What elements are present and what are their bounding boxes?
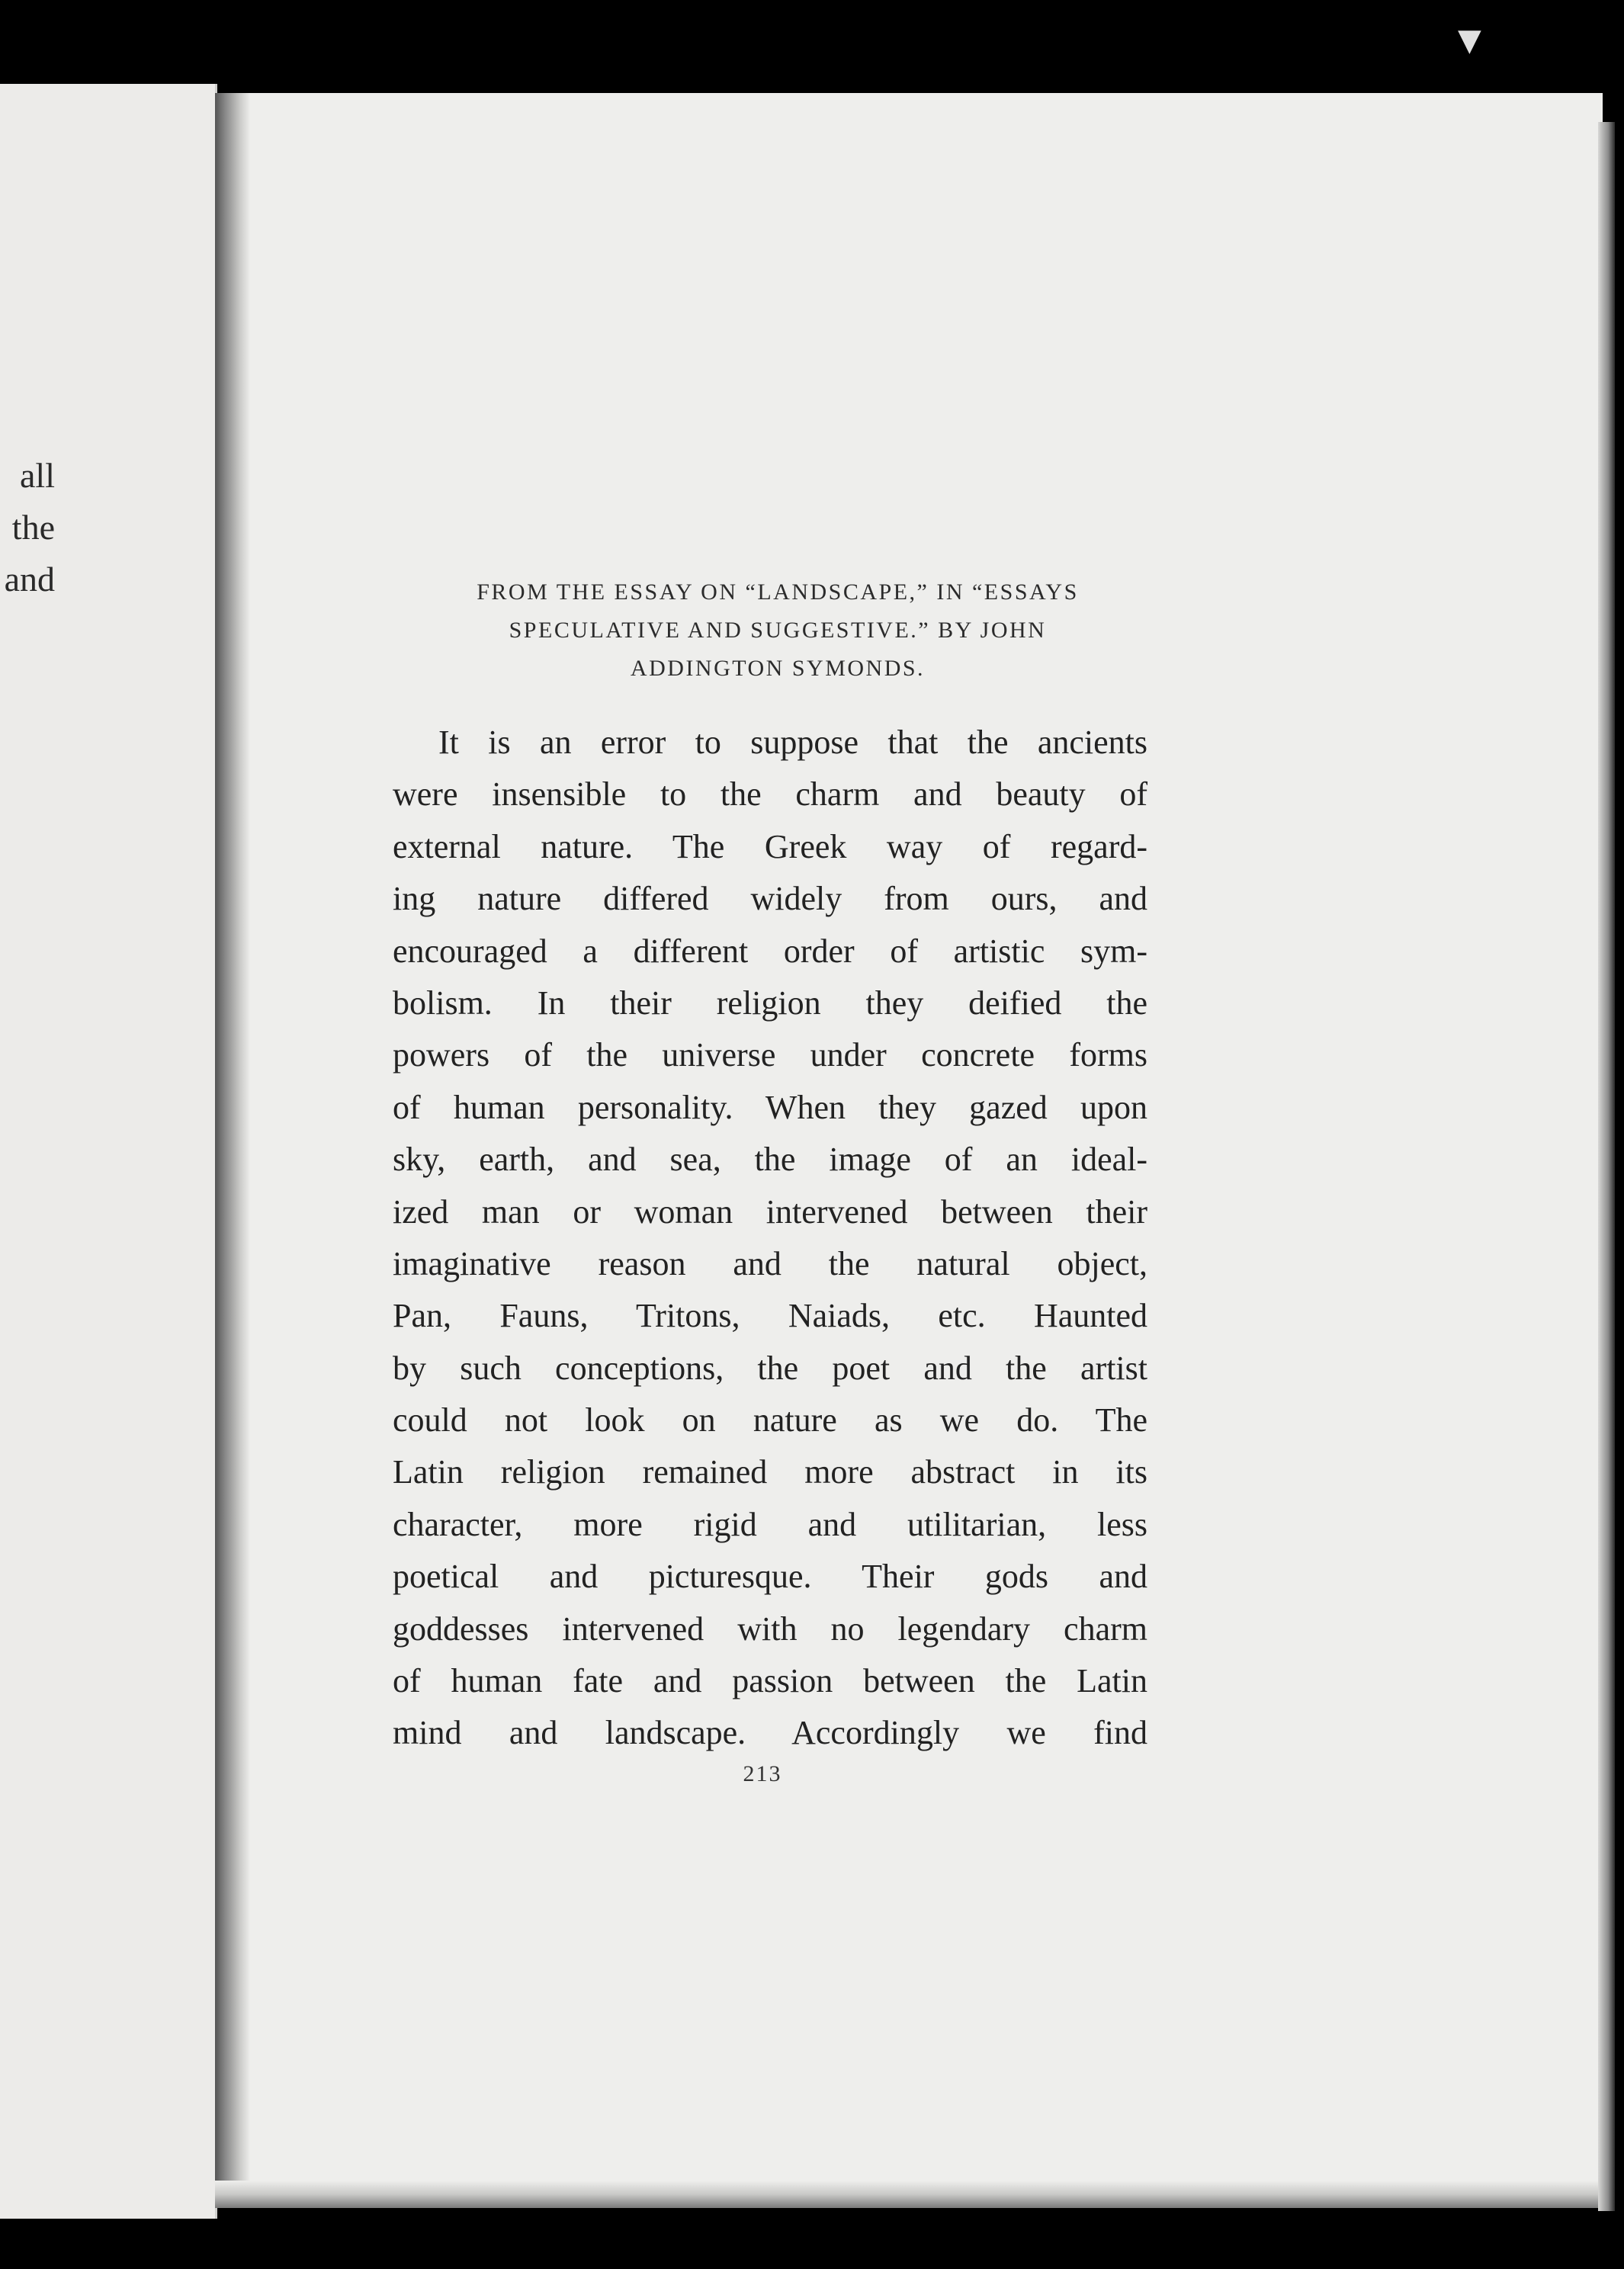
- page-number: 213: [743, 1761, 782, 1786]
- body-line: ing nature differed widely from ours, and: [393, 880, 1147, 918]
- body-line: sky, earth, and sea, the image of an ideal-: [393, 1141, 1147, 1179]
- body-line: character, more rigid and utilitarian, less: [393, 1505, 1147, 1543]
- facing-page: [0, 84, 217, 2219]
- body-line: by such conceptions, the poet and the artist: [393, 1349, 1147, 1387]
- page-bottom-edge: [215, 2181, 1603, 2208]
- body-line: mind and landscape. Accordingly we find: [393, 1714, 1147, 1752]
- heading-line: SPECULATIVE AND SUGGESTIVE.” BY JOHN: [509, 618, 1047, 643]
- body-line: Pan, Fauns, Tritons, Naiads, etc. Haunted: [393, 1297, 1147, 1335]
- facing-page-word: and: [4, 560, 55, 599]
- essay-body: [393, 717, 1147, 1760]
- scan-artifact-mark: ▼: [1458, 23, 1481, 58]
- body-line: of human personality. When they gazed upon: [393, 1088, 1147, 1126]
- facing-page-word: the: [11, 508, 55, 547]
- body-line: of human fate and passion between the Latin: [393, 1662, 1147, 1700]
- gutter-shadow: [215, 93, 250, 2205]
- body-line: It is an error to suppose that the ancients: [438, 724, 1147, 761]
- body-line: powers of the universe under concrete forms: [393, 1036, 1147, 1074]
- body-line: poetical and picturesque. Their gods and: [393, 1558, 1147, 1596]
- body-line: Latin religion remained more abstract in its: [393, 1453, 1147, 1491]
- essay-heading: [396, 573, 1159, 688]
- body-line: goddesses intervened with no legendary charm: [393, 1609, 1147, 1648]
- facing-page-word: all: [20, 456, 55, 495]
- heading-line: FROM THE ESSAY ON “LANDSCAPE,” IN “ESSAYS: [477, 579, 1079, 605]
- body-line: imaginative reason and the natural object,: [393, 1244, 1147, 1282]
- page-right-edge: [1598, 122, 1615, 2211]
- body-line: were insensible to the charm and beauty of: [393, 775, 1147, 814]
- body-line: ized man or woman intervened between their: [393, 1192, 1147, 1231]
- body-line: could not look on nature as we do. The: [393, 1401, 1147, 1439]
- body-line: bolism. In their religion they deified the: [393, 984, 1147, 1022]
- body-line: external nature. The Greek way of regard-: [393, 827, 1147, 865]
- body-line: encouraged a different order of artistic sym-: [393, 932, 1147, 970]
- heading-line: ADDINGTON SYMONDS.: [630, 656, 926, 681]
